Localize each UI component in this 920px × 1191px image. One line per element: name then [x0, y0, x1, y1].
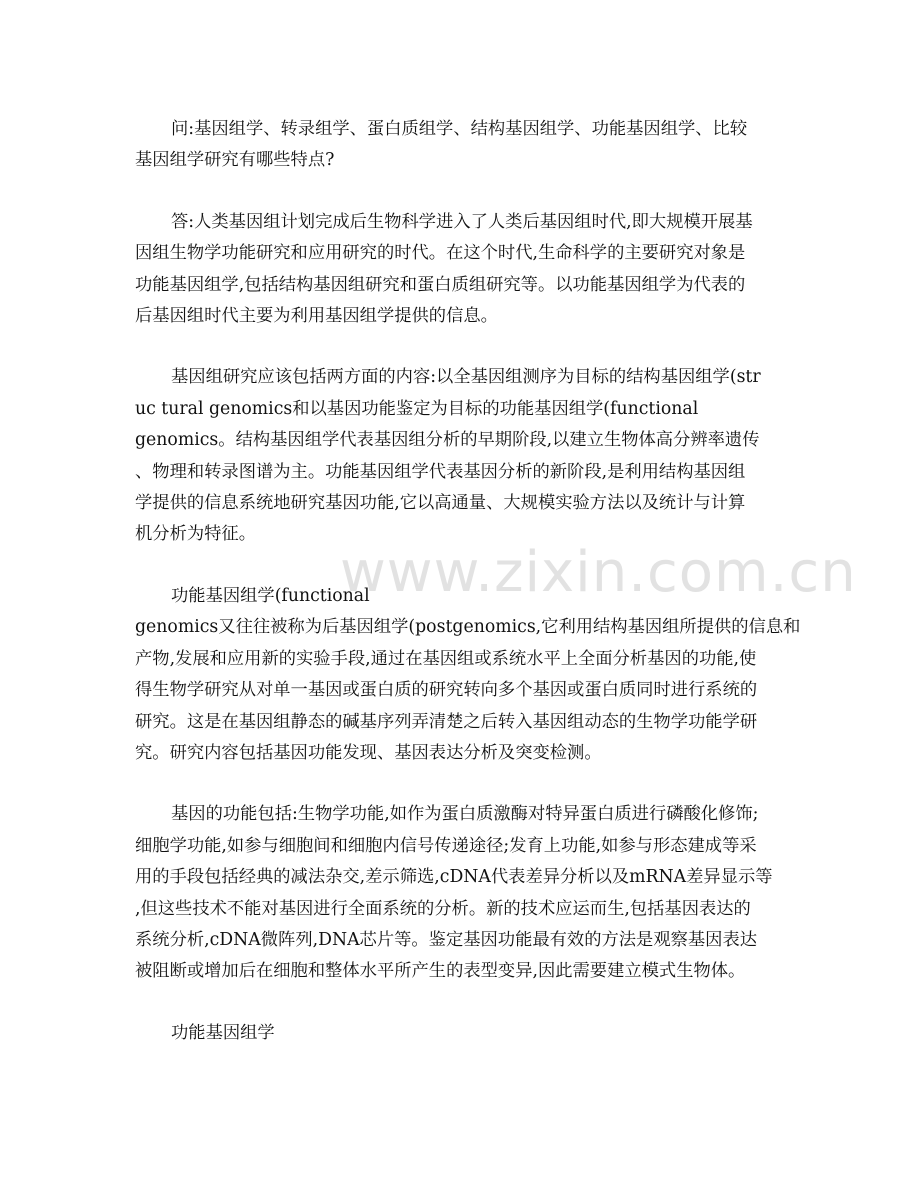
text-line: 、物理和转录图谱为主。功能基因组学代表基因分析的新阶段,是利用结构基因组: [135, 461, 746, 482]
watermark: www.zixin.com.cn: [340, 540, 857, 605]
text-line: 问:基因组学、转录组学、蛋白质组学、结构基因组学、功能基因组学、比较: [171, 119, 748, 139]
text-line: 被阻断或增加后在细胞和整体水平所产生的表型变异,因此需要建立模式生物体。: [135, 961, 746, 982]
text-line: 得生物学研究从对单一基因或蛋白质的研究转向多个基因或蛋白质同时进行系统的: [135, 680, 758, 701]
text-line: 产物,发展和应用新的实验手段,通过在基因组或系统水平上全面分析基因的功能,使: [135, 648, 757, 669]
document-body: [135, 114, 801, 1079]
text-line: 细胞学功能,如参与细胞间和细胞内信号传递途径;发育上功能,如参与形态建成等采: [135, 835, 757, 856]
text-line: 用的手段包括经典的减法杂交,差示筛选,cDNA代表差异分析以及mRNA差异显示等: [135, 867, 773, 888]
paragraph-answer: [135, 207, 785, 333]
paragraph-question: [135, 114, 785, 177]
text-line: 系统分析,cDNA微阵列,DNA芯片等。鉴定基因功能最有效的方法是观察基因表达: [135, 929, 758, 950]
text-line: 究。研究内容包括基因功能发现、基因表达分析及突变检测。: [135, 742, 602, 763]
paragraph-gene-function: [135, 799, 785, 987]
text-line: 功能基因组学(functional: [171, 585, 370, 606]
text-line: ,但这些技术不能对基因进行全面系统的分析。新的技术应运而生,包括基因表达的: [135, 898, 751, 919]
text-line: 研究。这是在基因组静态的碱基序列弄清楚之后转入基因组动态的生物学功能学研: [135, 711, 758, 732]
text-line: 答:人类基因组计划完成后生物科学进入了人类后基因组时代,即大规模开展基: [171, 211, 753, 232]
text-line: 功能基因组学: [171, 1022, 275, 1043]
text-line: 后基因组时代主要为利用基因组学提供的信息。: [135, 306, 498, 327]
text-line: 基因组学研究有哪些特点?: [135, 150, 335, 171]
text-line: genomics又往往被称为后基因组学(postgenomics,它利用结构基因组所提供的信息和: [135, 617, 801, 638]
text-line: 功能基因组学,包括结构基因组研究和蛋白质组研究等。以功能基因组学为代表的: [135, 274, 746, 295]
paragraph-functional-genomics: [135, 581, 801, 769]
paragraph-genome-research: [135, 362, 785, 550]
text-line: 因组生物学功能研究和应用研究的时代。在这个时代,生命科学的主要研究对象是: [135, 243, 746, 264]
text-line: genomics。结构基因组学代表基因组分析的早期阶段,以建立生物体高分辨率遗传: [135, 430, 760, 451]
text-line: 基因的功能包括:生物学功能,如作为蛋白质激酶对特异蛋白质进行磷酸化修饰;: [171, 804, 759, 825]
text-line: uc tural genomics和以基因功能鉴定为目标的功能基因组学(functional: [135, 398, 699, 419]
text-line: 学提供的信息系统地研究基因功能,它以高通量、大规模实验方法以及统计与计算: [135, 493, 746, 514]
paragraph-heading-functional-genomics: [135, 1018, 785, 1049]
text-line: 基因组研究应该包括两方面的内容:以全基因组测序为目标的结构基因组学(str: [171, 367, 761, 388]
text-line: 机分析为特征。: [135, 524, 256, 545]
